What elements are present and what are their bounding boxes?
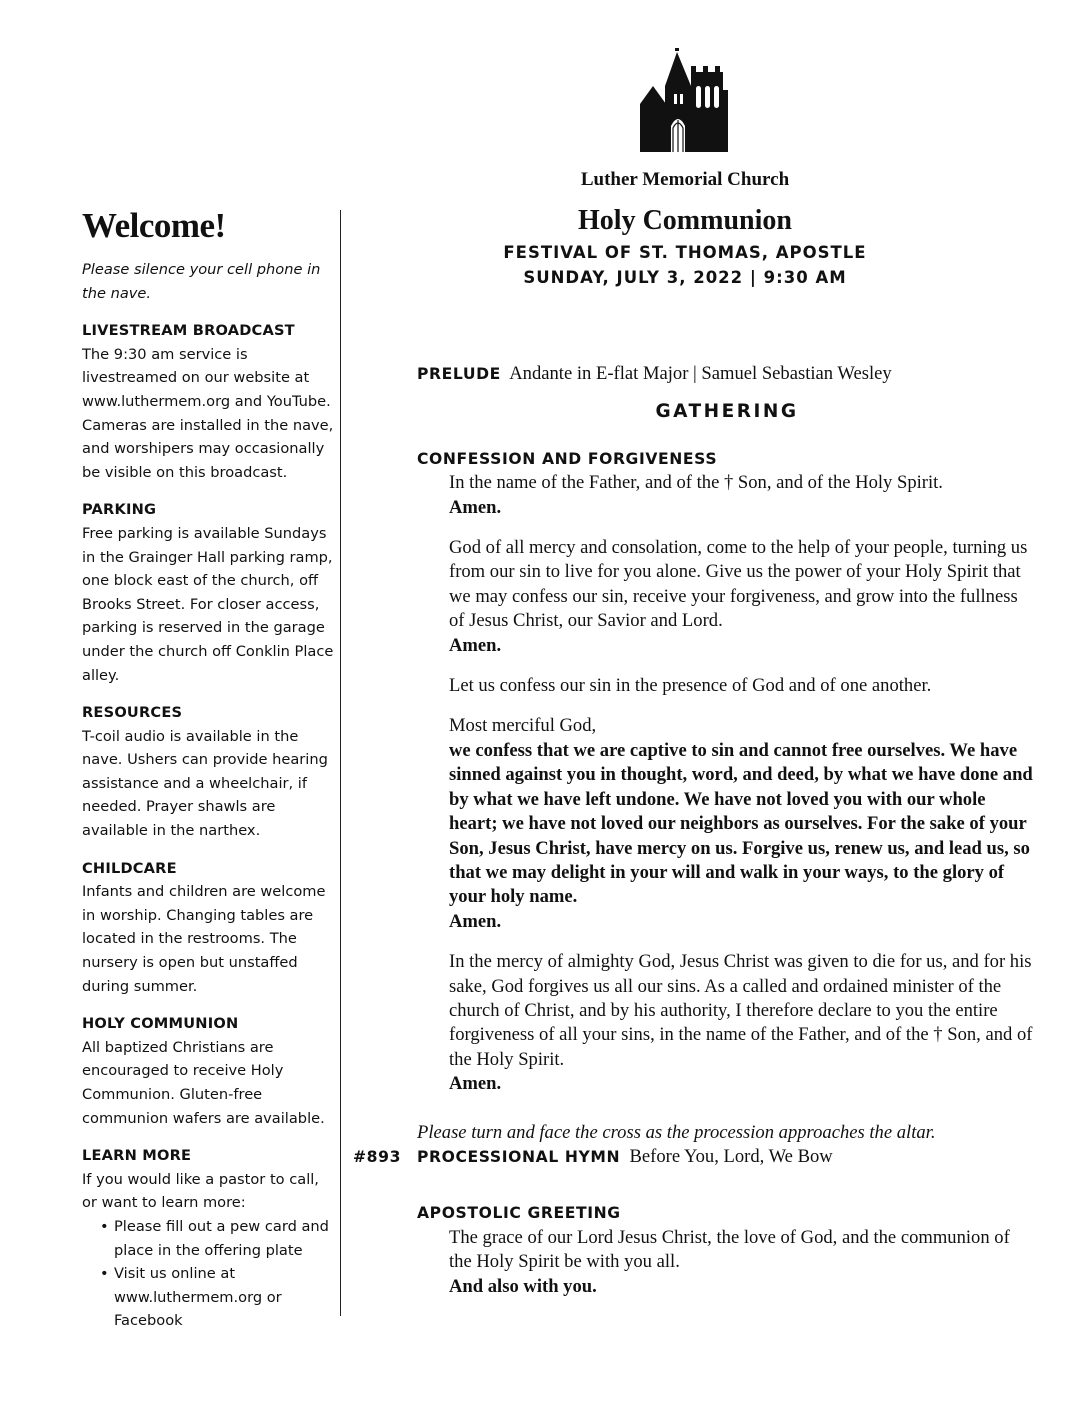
amen-response: Amen. xyxy=(449,496,502,518)
parking-heading: PARKING xyxy=(82,501,157,519)
amen-response: Amen. xyxy=(449,1073,502,1095)
childcare-section xyxy=(82,857,334,999)
resources-heading: RESOURCES xyxy=(82,704,183,722)
hymn-number: #893 xyxy=(353,1147,402,1166)
invitation-text: Let us confess our sin in the presence of God and of one another. xyxy=(449,675,932,697)
resources-text: T-coil audio is available in the nave. Ushers can provide hearing assistance and a wheelchair, if needed. Prayer shawls are available in the narthex. xyxy=(82,727,328,840)
prayer-block xyxy=(449,536,1037,658)
service-title: Holy Communion xyxy=(578,205,792,236)
gathering-heading: GATHERING xyxy=(655,401,799,423)
livestream-heading: LIVESTREAM BROADCAST xyxy=(82,322,295,340)
learn-more-text: If you would like a pastor to call, or want to learn more: xyxy=(82,1170,319,1212)
list-item: • Please fill out a pew card and place in the offering plate xyxy=(100,1215,334,1262)
greeting-body xyxy=(449,1226,1037,1299)
resources-section xyxy=(82,701,334,843)
prelude-line xyxy=(417,362,1037,386)
learn-more-list xyxy=(100,1215,334,1333)
festival-title: FESTIVAL OF ST. THOMAS, APOSTLE xyxy=(503,243,867,262)
hymn-label: PROCESSIONAL HYMN xyxy=(417,1147,621,1166)
communion-section xyxy=(82,1012,334,1130)
childcare-text: Infants and children are welcome in worship. Changing tables are located in the restrooms. The nursery is open but unstaffed during summer. xyxy=(82,883,326,995)
church-logo-icon xyxy=(636,46,732,156)
greeting-text: The grace of our Lord Jesus Christ, the love of God, and the communion of the Holy Spirit be with you all. xyxy=(449,1226,1010,1273)
communion-heading: HOLY COMMUNION xyxy=(82,1015,239,1033)
welcome-heading: Welcome! xyxy=(82,206,226,245)
absolution-text: In the mercy of almighty God, Jesus Christ was given to die for us, and for his sake, God forgives us all our sins. As a called and ordained minister of the church of Christ, and by his authority, I therefore declare to you the entire forgiveness of all your sins, in the name of the Father, and of the † Son, and of the Holy Spirit. xyxy=(449,951,1033,1070)
prayer-text: God of all mercy and consolation, come to the help of your people, turning us from our sin to live for you alone. Give us the power of your Holy Spirit that we may confess our sin, receive your forgiveness, and grow into the fullness of Jesus Christ, our Savior and Lord. xyxy=(449,537,1028,632)
parking-section xyxy=(82,498,334,687)
prelude-label: PRELUDE xyxy=(417,365,501,383)
section-spacer xyxy=(417,1169,1037,1201)
church-name: Luther Memorial Church xyxy=(580,169,790,190)
invocation-text: In the name of the Father, and of the † Son, and of the Holy Spirit. xyxy=(449,472,943,494)
livestream-section xyxy=(82,319,334,484)
amen-response: Amen. xyxy=(449,910,502,932)
hymn-title: Before You, Lord, We Bow xyxy=(629,1145,833,1167)
learn-more-section xyxy=(82,1144,334,1333)
livestream-text: The 9:30 am service is livestreamed on our website at www.luthermem.org and YouTube. Cameras are installed in the nave, and worshipers may occasionally be visible on this broadcast. xyxy=(82,345,334,481)
welcome-sidebar xyxy=(82,204,334,1347)
list-item: • Visit us online at www.luthermem.org or Facebook xyxy=(100,1262,334,1333)
amen-response: Amen. xyxy=(449,634,502,656)
communion-text: All baptized Christians are encouraged to receive Holy Communion. Gluten-free communion wafers are available. xyxy=(82,1038,325,1127)
address-text: Most merciful God, xyxy=(449,715,597,737)
absolution-block xyxy=(449,950,1037,1096)
learn-more-heading: LEARN MORE xyxy=(82,1147,192,1165)
childcare-heading: CHILDCARE xyxy=(82,859,177,877)
cell-phone-note: Please silence your cell phone in the nave. xyxy=(82,261,321,302)
invocation-block xyxy=(449,471,1037,520)
confession-label: CONFESSION AND FORGIVENESS xyxy=(417,449,718,468)
greeting-response: And also with you. xyxy=(449,1275,597,1297)
processional-hymn-line xyxy=(353,1145,1037,1169)
prelude-text: Andante in E-flat Major | Samuel Sebastian Wesley xyxy=(509,363,892,384)
procession-rubric: Please turn and face the cross as the procession approaches the altar. xyxy=(417,1121,936,1143)
column-divider xyxy=(340,210,341,1316)
confession-prayer-block xyxy=(449,714,1037,934)
service-date: SUNDAY, JULY 3, 2022 | 9:30 AM xyxy=(523,268,847,287)
liturgy-column xyxy=(353,362,1037,1299)
greeting-label: APOSTOLIC GREETING xyxy=(417,1204,621,1223)
confession-body xyxy=(449,471,1037,1096)
confession-text: we confess that we are captive to sin and cannot free ourselves. We have sinned against you in thought, word, and deed, by what we have done and by what we have left undone. We have not loved you with our whole heart; we have not loved our neighbors as ourselves. For the sake of your Son, Jesus Christ, have mercy on us. Forgive us, renew us, and lead us, so that we may delight in your will and walk in your ways, to the glory of your holy name. xyxy=(449,739,1033,908)
parking-text: Free parking is available Sundays in the Grainger Hall parking ramp, one block east of the church, off Brooks Street. For closer access, parking is reserved in the garage under the church off Conklin Place alley. xyxy=(82,524,334,684)
